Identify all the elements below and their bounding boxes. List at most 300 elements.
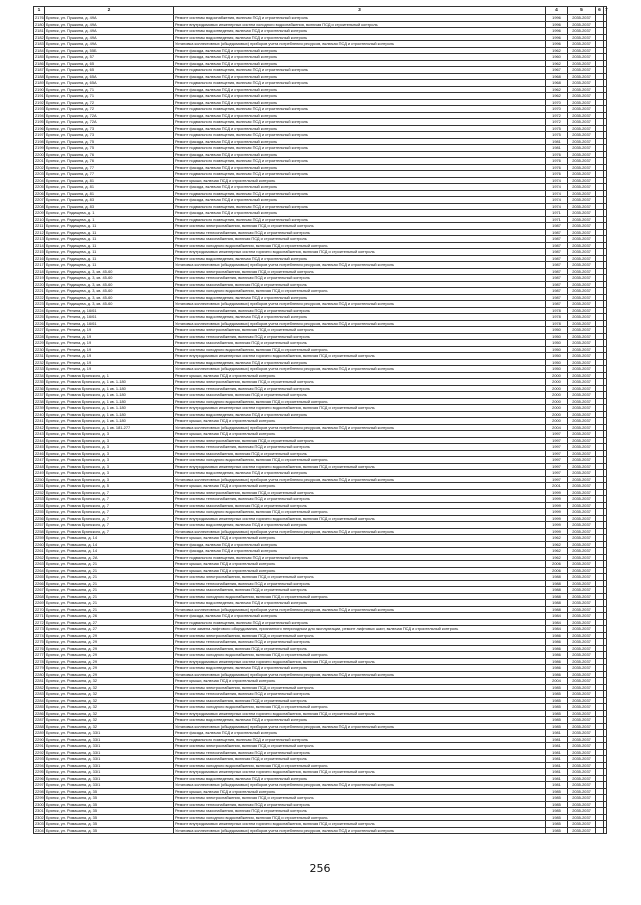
cell-period: 2035-2037 [568,567,596,574]
cell-period: 2035-2037 [568,795,596,802]
cell-period: 2035-2037 [568,340,596,347]
cell-row-number: 2225 [35,314,44,320]
cell-address: Брянск, ул. Ромашина, д. 33/1 [45,769,174,776]
cell-address: Брянск, ул. Репина, д. 19 [45,359,174,366]
cell-address: Брянск, ул. Радищева, д. 3, кв. 45-60 [45,275,174,282]
cell-period: 2035-2037 [568,229,596,236]
cell-work-type: Ремонт системы газоснабжения, включая ПСД и строительный контроль [174,697,546,704]
cell-work-type: Ремонт крыши, включая ПСД и строительный контроль [174,177,546,184]
cell-address: Брянск, ул. Репина, д. 19 [45,333,174,340]
cell-work-type: Ремонт системы теплоснабжения, включая ПСД и строительный контроль [174,385,546,392]
cell-period: 2035-2037 [568,73,596,80]
cell-year: 1986 [546,652,568,659]
cell-row-number: 2214 [35,242,44,248]
cell-year: 1999 [546,496,568,503]
cell-period: 2035-2037 [568,34,596,41]
cell-work-type: Установка коллективных (общедомовых) приборов учета потребления ресурсов, включая ПСД и строительный контроль [174,671,546,678]
table-row [34,827,607,834]
cell-row-number: 2297 [35,782,44,788]
cell-year: 1975 [546,132,568,139]
cell-period: 2035-2037 [568,775,596,782]
cell-work-type: Ремонт фасада, включая ПСД и строительный контроль [174,47,546,54]
cell-address: Брянск, ул. Ромашина, д. 21 [45,561,174,568]
cell-work-type: Ремонт фасада, включая ПСД и строительный контроль [174,99,546,106]
cell-work-type: Ремонт подвального помещения, включая ПСД и строительный контроль [174,736,546,743]
cell-row-number: 2220 [35,281,44,287]
cell-work-type: Ремонт фасада, включая ПСД и строительный контроль [174,184,546,191]
cell-year: 2004 [546,424,568,431]
cell-period: 2035-2037 [568,80,596,87]
cell-row-number: 2298 [35,788,44,794]
cell-year: 1985 [546,684,568,691]
cell-work-type: Ремонт системы водоотведения, включая ПСД и строительный контроль [174,255,546,262]
cell-work-type: Ремонт фасада, включая ПСД и строительный контроль [174,613,546,620]
cell-address: Брянск, ул. Пушкина, д. 49А [45,28,174,35]
cell-work-type: Ремонт подвального помещения, включая ПСД и строительный контроль [174,145,546,152]
cell-year: 1999 [546,502,568,509]
cell-address: Брянск, ул. Ромашина, д. 33/1 [45,743,174,750]
cell-address: Брянск, ул. Радищева, д. 11 [45,242,174,249]
cell-row-number: 2271 [35,613,44,619]
cell-work-type: Ремонт крыши, включая ПСД и строительный контроль [174,788,546,795]
cell-year: 1970 [546,99,568,106]
cell-address: Брянск, ул. Ромашина, д. 32 [45,704,174,711]
cell-address: Брянск, ул. Ромашина, д. 33/1 [45,749,174,756]
cell-year: 1962 [546,93,568,100]
cell-period: 2035-2037 [568,756,596,763]
cell-year: 1997 [546,476,568,483]
cell-row-number: 2296 [35,775,44,781]
cell-row-number: 2242 [35,424,44,430]
cell-address: Брянск, ул. Радищева, д. 11 [45,262,174,269]
cell-address: Брянск, ул. Ромашина, д. 32 [45,678,174,685]
header-col-3: 3 [174,7,546,15]
cell-work-type: Ремонт системы холодного водоснабжения, включая ПСД и строительный контроль [174,814,546,821]
cell-work-type: Ремонт фасада, включая ПСД и строительный контроль [174,197,546,204]
capital-repair-table [33,6,607,834]
cell-period: 2035-2037 [568,353,596,360]
cell-year: 2000 [546,405,568,412]
cell-work-type: Ремонт системы водоотведения, включая ПСД и строительный контроль [174,34,546,41]
cell-row-number: 2196 [35,125,44,131]
cell-year: 1962 [546,535,568,542]
cell-row-number: 2294 [35,762,44,768]
cell-work-type: Ремонт системы электроснабжения, включая ПСД и строительный контроль [174,632,546,639]
cell-period: 2035-2037 [568,15,596,22]
cell-row-number: 2199 [35,145,44,151]
cell-year: 1968 [546,80,568,87]
cell-work-type: Ремонт внутридомовых инженерных систем горячего водоснабжения, включая ПСД и строительный контроль [174,249,546,256]
cell-work-type: Ремонт крыши, включая ПСД и строительный контроль [174,678,546,685]
cell-year: 1985 [546,691,568,698]
cell-work-type: Ремонт системы электроснабжения, включая ПСД и строительный контроль [174,795,546,802]
cell-year: 1974 [546,184,568,191]
cell-work-type: Ремонт системы газоснабжения, включая ПСД и строительный контроль [174,587,546,594]
cell-year: 1978 [546,314,568,321]
cell-period: 2035-2037 [568,28,596,35]
cell-row-number: 2192 [35,99,44,105]
cell-work-type: Ремонт системы теплоснабжения, включая ПСД и строительный контроль [174,444,546,451]
table-body [34,15,607,834]
cell-work-type: Ремонт крыши, включая ПСД и строительный контроль [174,567,546,574]
cell-address: Брянск, ул. Ромашина, д. 26 [45,613,174,620]
cell-row-number: 2260 [35,541,44,547]
cell-address: Брянск, ул. Ромашина, д. 21 [45,600,174,607]
cell-period: 2035-2037 [568,652,596,659]
cell-period: 2035-2037 [568,574,596,581]
cell-year: 1981 [546,775,568,782]
cell-address: Брянск, ул. Романа Брянского, д. 1 [45,372,174,379]
cell-period: 2035-2037 [568,158,596,165]
cell-period: 2035-2037 [568,307,596,314]
cell-address: Брянск, ул. Романа Брянского, д. 7 [45,502,174,509]
cell-row-number: 2184 [35,47,44,53]
cell-period: 2035-2037 [568,528,596,535]
cell-period: 2035-2037 [568,177,596,184]
cell-address: Брянск, ул. Ромашина, д. 27 [45,619,174,626]
cell-address: Брянск, ул. Радищева, д. 11 [45,236,174,243]
cell-address: Брянск, ул. Романа Брянского, д. 7 [45,489,174,496]
cell-work-type: Ремонт системы водоснабжения, включая ПСД и строительный контроль [174,15,546,22]
cell-work-type: Ремонт подвального помещения, включая ПСД и строительный контроль [174,216,546,223]
cell-year: 1987 [546,249,568,256]
cell-address: Брянск, ул. Ромашина, д. 29 [45,652,174,659]
cell-work-type: Ремонт подвального помещения, включая ПСД и строительный контроль [174,619,546,626]
cell-work-type: Ремонт фасада, включая ПСД и строительный контроль [174,112,546,119]
cell-year: 1950 [546,346,568,353]
cell-address: Брянск, ул. Пушкина, д. 75 [45,138,174,145]
cell-work-type: Ремонт крыши, включая ПСД и строительный контроль [174,483,546,490]
cell-year: 1974 [546,197,568,204]
cell-period: 2035-2037 [568,418,596,425]
cell-address: Брянск, ул. Ромашина, д. 21 [45,587,174,594]
cell-year: 1996 [546,21,568,28]
cell-period: 2035-2037 [568,489,596,496]
cell-year: 1987 [546,301,568,308]
cell-row-number: 2283 [35,691,44,697]
cell-year: 1988 [546,593,568,600]
cell-period: 2035-2037 [568,333,596,340]
cell-row-number: 2274 [35,632,44,638]
cell-year: 1985 [546,821,568,828]
cell-address: Брянск, ул. Романа Брянского, д. 5 [45,483,174,490]
cell-period: 2035-2037 [568,288,596,295]
cell-year: 2000 [546,372,568,379]
cell-row-number: 2265 [35,574,44,580]
cell-year: 1962 [546,541,568,548]
cell-period: 2035-2037 [568,411,596,418]
cell-period: 2035-2037 [568,509,596,516]
cell-work-type: Ремонт системы газоснабжения, включая ПСД и строительный контроль [174,808,546,815]
cell-period: 2035-2037 [568,678,596,685]
cell-year: 1986 [546,639,568,646]
cell-row-number: 2273 [35,626,44,632]
cell-work-type: Ремонт крыши, включая ПСД и строительный контроль [174,431,546,438]
cell-work-type: Ремонт подвального помещения, включая ПСД и строительный контроль [174,132,546,139]
cell-year: 1960 [546,54,568,61]
cell-year: 1987 [546,294,568,301]
cell-work-type: Ремонт системы холодного водоснабжения, включая ПСД и строительный контроль [174,509,546,516]
cell-year: 2000 [546,411,568,418]
cell-year: 1988 [546,580,568,587]
cell-year: 2001 [546,483,568,490]
cell-address: Брянск, ул. Ромашина, д. 21 [45,606,174,613]
cell-period: 2035-2037 [568,476,596,483]
cell-row-number: 2304 [35,827,44,833]
cell-work-type: Ремонт фасада, включая ПСД и строительный контроль [174,210,546,217]
cell-work-type: Ремонт системы газоснабжения, включая ПСД и строительный контроль [174,236,546,243]
cell-row-number: 2292 [35,749,44,755]
cell-period: 2035-2037 [568,47,596,54]
cell-address: Брянск, ул. Ромашина, д. 35 [45,801,174,808]
cell-work-type: Ремонт системы электроснабжения, включая ПСД и строительный контроль [174,743,546,750]
cell-period: 2035-2037 [568,808,596,815]
cell-year: 1999 [546,515,568,522]
cell-period: 2035-2037 [568,723,596,730]
cell-work-type: Ремонт системы электроснабжения, включая ПСД и строительный контроль [174,327,546,334]
cell-row-number: 2278 [35,658,44,664]
cell-address: Брянск, ул. Ромашина, д. 21 [45,580,174,587]
cell-address: Брянск, ул. Пушкина, д. 77 [45,164,174,171]
cell-year: 1984 [546,626,568,633]
cell-period: 2035-2037 [568,691,596,698]
cell-row-number: 2263 [35,561,44,567]
cell-row-number: 2281 [35,678,44,684]
cell-row-number: 2257 [35,522,44,528]
cell-row-number: 2204 [35,177,44,183]
cell-year: 1950 [546,366,568,373]
cell-year: 1999 [546,528,568,535]
cell-row-number: 2197 [35,132,44,138]
cell-year: 1986 [546,658,568,665]
cell-year: 1985 [546,717,568,724]
cell-work-type: Ремонт системы водоотведения, включая ПСД и строительный контроль [174,28,546,35]
cell-period: 2035-2037 [568,658,596,665]
cell-address: Брянск, ул. Романа Брянского, д. 7 [45,528,174,535]
cell-address: Брянск, ул. Пушкина, д. 83 [45,197,174,204]
cell-year: 1988 [546,606,568,613]
cell-address: Брянск, ул. Радищева, д. 3, кв. 45-60 [45,281,174,288]
cell-work-type: Ремонт системы теплоснабжения, включая ПСД и строительный контроль [174,749,546,756]
cell-year: 1962 [546,60,568,67]
cell-address: Брянск, ул. Романа Брянского, д. 3 [45,470,174,477]
cell-work-type: Ремонт внутридомовых инженерных систем горячего водоснабжения, включая ПСД и строительный контроль [174,710,546,717]
cell-period: 2035-2037 [568,99,596,106]
cell-period: 2035-2037 [568,294,596,301]
cell-work-type: Ремонт системы водоотведения, включая ПСД и строительный контроль [174,470,546,477]
cell-work-type: Ремонт крыши, включая ПСД и строительный контроль [174,418,546,425]
cell-period: 2035-2037 [568,444,596,451]
cell-row-number: 2209 [35,210,44,216]
cell-row-number: 2285 [35,704,44,710]
cell-period: 2035-2037 [568,502,596,509]
cell-work-type: Ремонт системы водоотведения, включая ПСД и строительный контроль [174,717,546,724]
cell-work-type: Ремонт подвального помещения, включая ПСД и строительный контроль [174,203,546,210]
cell-period: 2035-2037 [568,151,596,158]
cell-work-type: Ремонт системы холодного водоснабжения, включая ПСД и строительный контроль [174,652,546,659]
cell-address: Брянск, ул. Романа Брянского, д. 1 кв. 1-180 [45,418,174,425]
cell-row-number: 2235 [35,379,44,385]
cell-year: 1987 [546,229,568,236]
cell-row-number: 2215 [35,249,44,255]
cell-row-number: 2299 [35,795,44,801]
cell-period: 2035-2037 [568,60,596,67]
cell-row-number: 2243 [35,431,44,437]
cell-year: 1988 [546,600,568,607]
cell-row-number: 2290 [35,736,44,742]
cell-year: 1985 [546,788,568,795]
cell-period: 2035-2037 [568,67,596,74]
cell-row-number: 2216 [35,255,44,261]
cell-work-type: Ремонт внутридомовых инженерных систем горячего водоснабжения, включая ПСД и строительный контроль [174,405,546,412]
cell-year: 1996 [546,34,568,41]
cell-year: 1950 [546,333,568,340]
cell-period: 2035-2037 [568,541,596,548]
header-col-7: 7 [605,7,608,13]
cell-work-type: Установка коллективных (общедомовых) приборов учета потребления ресурсов, включая ПСД и строительный контроль [174,262,546,269]
cell-address: Брянск, ул. Ромашина, д. 35 [45,814,174,821]
cell-period: 2035-2037 [568,522,596,529]
cell-row-number: 2254 [35,502,44,508]
cell-year: 1981 [546,145,568,152]
cell-year: 1968 [546,73,568,80]
cell-period: 2035-2037 [568,762,596,769]
cell-work-type: Ремонт подвального помещения, включая ПСД и строительный контроль [174,171,546,178]
cell-work-type: Ремонт внутридомовых инженерных систем горячего водоснабжения, включая ПСД и строительный контроль [174,515,546,522]
cell-row-number: 2244 [35,437,44,443]
cell-work-type: Ремонт системы теплоснабжения, включая ПСД и строительный контроль [174,801,546,808]
cell-address: Брянск, ул. Репина, д. 19 [45,340,174,347]
cell-period: 2035-2037 [568,275,596,282]
cell-row-number: 2248 [35,463,44,469]
header-col-2: 2 [45,7,174,15]
cell-period: 2035-2037 [568,262,596,269]
cell-period: 2035-2037 [568,710,596,717]
cell-row-number: 2258 [35,528,44,534]
cell-row-number: 2277 [35,652,44,658]
cell-year: 1987 [546,281,568,288]
cell-year: 1999 [546,509,568,516]
cell-work-type: Ремонт системы водоотведения, включая ПСД и строительный контроль [174,359,546,366]
cell-address: Брянск, ул. Репина, д. 19 [45,366,174,373]
cell-period: 2035-2037 [568,372,596,379]
cell-period: 2035-2037 [568,301,596,308]
cell-period: 2035-2037 [568,671,596,678]
header-col-5: 5 [568,7,596,15]
cell-work-type: Ремонт системы холодного водоснабжения, включая ПСД и строительный контроль [174,593,546,600]
cell-work-type: Ремонт внутридомовых инженерных систем горячего водоснабжения, включая ПСД и строительный контроль [174,353,546,360]
cell-address: Брянск, ул. Романа Брянского, д. 3 [45,431,174,438]
cell-period: 2035-2037 [568,320,596,327]
cell-row-number: 2236 [35,385,44,391]
cell-row-number: 2194 [35,112,44,118]
cell-work-type: Ремонт крыши, включая ПСД и строительный контроль [174,372,546,379]
cell-work-type: Ремонт фасада, включая ПСД и строительный контроль [174,60,546,67]
cell-period: 2035-2037 [568,782,596,789]
cell-year: 1985 [546,801,568,808]
cell-row-number: 2201 [35,158,44,164]
cell-work-type: Установка коллективных (общедомовых) приборов учета потребления ресурсов, включая ПСД и строительный контроль [174,301,546,308]
cell-row-number: 2205 [35,184,44,190]
cell-year: 1997 [546,450,568,457]
cell-address: Брянск, ул. Репина, д. 16/61 [45,320,174,327]
cell-period: 2035-2037 [568,515,596,522]
cell-row-number: 2286 [35,710,44,716]
cell-work-type: Ремонт системы электроснабжения, включая ПСД и строительный контроль [174,223,546,230]
cell-row-number: 2284 [35,697,44,703]
cell-period: 2035-2037 [568,125,596,132]
cell-year: 1999 [546,522,568,529]
cell-period: 2035-2037 [568,483,596,490]
cell-year: 1985 [546,697,568,704]
cell-row-number: 2221 [35,288,44,294]
cell-period: 2035-2037 [568,132,596,139]
cell-address: Брянск, ул. Ромашина, д. 35 [45,808,174,815]
cell-year: 2004 [546,678,568,685]
cell-row-number: 2200 [35,151,44,157]
cell-year: 2000 [546,392,568,399]
cell-period: 2035-2037 [568,827,596,834]
cell-year: 1986 [546,645,568,652]
cell-year: 1976 [546,151,568,158]
cell-period: 2035-2037 [568,119,596,126]
cell-period: 2035-2037 [568,314,596,321]
cell-period: 2035-2037 [568,392,596,399]
cell-year: 2000 [546,418,568,425]
cell-address: Брянск, ул. Ромашина, д. 29 [45,665,174,672]
cell-row-number: 2264 [35,567,44,573]
cell-period: 2035-2037 [568,593,596,600]
cell-work-type: Ремонт системы теплоснабжения, включая ПСД и строительный контроль [174,333,546,340]
cell-work-type: Ремонт внутридомовых инженерных систем горячего водоснабжения, включая ПСД и строительный контроль [174,769,546,776]
cell-year: 1971 [546,210,568,217]
cell-row-number: 2247 [35,457,44,463]
cell-row-number: 2237 [35,392,44,398]
cell-address: Брянск, ул. Радищева, д. 3, кв. 45-60 [45,294,174,301]
cell-year: 1986 [546,671,568,678]
cell-year: 1987 [546,262,568,269]
cell-work-type: Ремонт подвального помещения, включая ПСД и строительный контроль [174,67,546,74]
header-col-1: 1 [34,7,45,15]
cell-work-type: Ремонт фасада, включая ПСД и строительный контроль [174,86,546,93]
cell-year: 1976 [546,171,568,178]
cell-period: 2035-2037 [568,242,596,249]
cell-address: Брянск, ул. Пушкина, д. 77 [45,171,174,178]
cell-work-type: Ремонт системы водоотведения, включая ПСД и строительный контроль [174,411,546,418]
cell-period: 2035-2037 [568,561,596,568]
cell-address: Брянск, ул. Радищева, д. 3, кв. 45-60 [45,268,174,275]
cell-row-number: 2256 [35,515,44,521]
cell-year: 1981 [546,782,568,789]
cell-row-number: 2295 [35,769,44,775]
cell-period: 2035-2037 [568,736,596,743]
cell-period: 2035-2037 [568,171,596,178]
cell-address: Брянск, ул. Пушкина, д. 71 [45,93,174,100]
cell-period: 2035-2037 [568,424,596,431]
cell-address: Брянск, ул. Ромашина, д. 2А [45,554,174,561]
cell-address: Брянск, ул. Романа Брянского, д. 3 [45,463,174,470]
cell-year: 1985 [546,723,568,730]
cell-address: Брянск, ул. Романа Брянского, д. 7 [45,515,174,522]
cell-work-type: Ремонт подвального помещения, включая ПСД и строительный контроль [174,106,546,113]
cell-work-type: Ремонт системы теплоснабжения, включая ПСД и строительный контроль [174,496,546,503]
cell-address: Брянск, ул. Пушкина, д. 81 [45,177,174,184]
cell-year: 1988 [546,574,568,581]
cell-period: 2035-2037 [568,255,596,262]
cell-period: 2035-2037 [568,93,596,100]
cell-row-number: 2212 [35,229,44,235]
cell-period: 2035-2037 [568,145,596,152]
